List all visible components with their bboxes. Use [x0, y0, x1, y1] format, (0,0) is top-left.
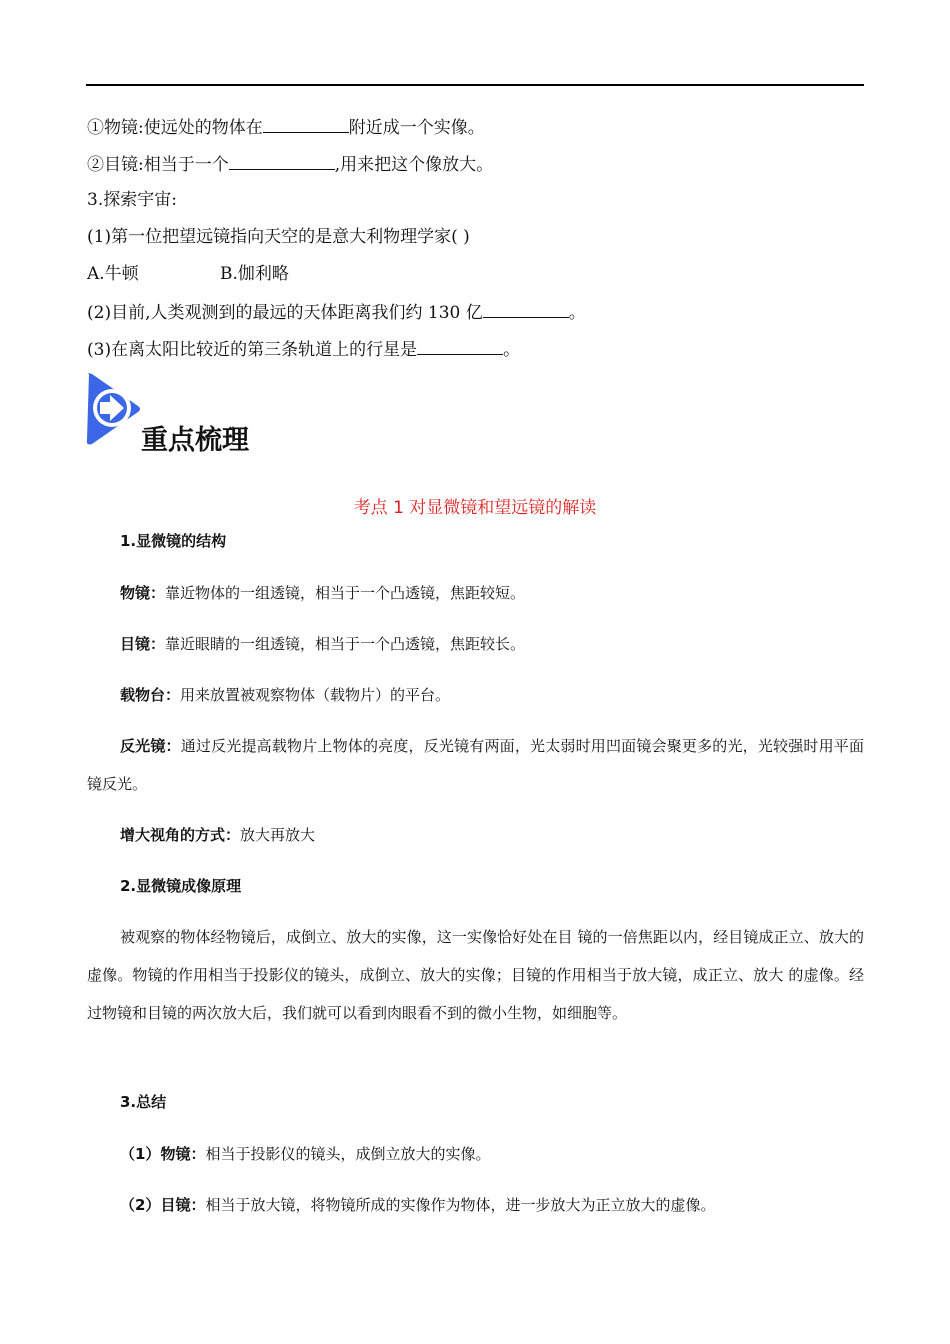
item-eyepiece: [120, 634, 525, 654]
heading-principle: [120, 876, 241, 896]
num: （1）: [120, 1145, 161, 1163]
text: 放大再放大: [240, 826, 316, 844]
text: 3.总结: [120, 1093, 167, 1111]
question-objective: [87, 116, 485, 138]
text: (3)在离太阳比较近的第三条轨道上的行星是: [87, 340, 418, 360]
summary-1: [120, 1144, 490, 1164]
text: 靠近物体的一组透镜，相当于一个凸透镜，焦距较短。: [165, 584, 526, 602]
label: 增大视角的方式：: [120, 826, 241, 844]
item-angle: [120, 825, 315, 845]
item-stage: [120, 685, 450, 705]
blank: [263, 116, 349, 133]
text: ,用来把这个像放大。: [334, 155, 494, 175]
label: 物镜：: [120, 584, 166, 602]
label: 目镜：: [120, 635, 166, 653]
text: 。: [568, 303, 586, 323]
option-a: A.牛顿: [87, 264, 139, 284]
label: 目镜：: [160, 1196, 206, 1214]
num: （2）: [120, 1196, 161, 1214]
text: 靠近眼睛的一组透镜，相当于一个凸透镜，焦距较长。: [165, 635, 526, 653]
question-3-3: [87, 338, 520, 360]
summary-2: [120, 1195, 715, 1215]
text: 1.显微镜的结构: [120, 532, 227, 550]
text: 附近成一个实像。: [348, 118, 485, 138]
text: 相当于放大镜，将物镜所成的实像作为物体，进一步放大为正立放大的虚像。: [205, 1196, 716, 1214]
heading-structure: [120, 531, 226, 551]
arrow-right-circle-icon: [86, 372, 142, 446]
heading-summary: [120, 1092, 166, 1112]
question-3-2: [87, 301, 586, 323]
text: (2)目前,人类观测到的最远的天体距离我们约 130 亿: [87, 303, 483, 323]
header-rule: [86, 84, 864, 86]
blank: [483, 301, 569, 318]
text: 。: [503, 340, 521, 360]
item-mirror: [87, 727, 864, 803]
text: ②目镜:相当于一个: [87, 155, 229, 175]
blank: [229, 153, 335, 170]
item-objective: [120, 583, 525, 603]
text: 2.显微镜成像原理: [120, 877, 242, 895]
question-3-1: (1)第一位把望远镜指向天空的是意大利物理学家( ): [87, 227, 470, 247]
text: 相当于投影仪的镜头，成倒立放大的实像。: [205, 1145, 491, 1163]
question-3-title: 3.探索宇宙:: [87, 190, 177, 210]
principle-paragraph: 被观察的物体经物镜后，成倒立、放大的实像，这一实像恰好处在目 镜的一倍焦距以内，经目镜成正立、放大的虚像。物镜的作用相当于投影仪的镜头，成倒立、放大的实像；目镜的作用相当于放大镜，成正立、放大 的虚像。经过物镜和目镜的两次放大后，我们就可以看到肉眼看不到的微小生物，如细胞等。: [87, 928, 864, 1022]
text: 用来放置被观察物体（载物片）的平台。: [180, 686, 451, 704]
text: ①物镜:使远处的物体在: [87, 118, 263, 138]
section-title: 重点梳理: [141, 425, 249, 456]
option-b: B.伽利略: [220, 264, 289, 284]
question-eyepiece: [87, 153, 493, 175]
topic-title: 考点 1 对显微镜和望远镜的解读: [353, 498, 597, 518]
label: 物镜：: [160, 1145, 206, 1163]
blank: [417, 338, 503, 355]
text: 通过反光提高载物片上物体的亮度，反光镜有两面，光太弱时用凹面镜会聚更多的光，光较强时用平面镜反光。: [87, 737, 864, 793]
label: 载物台：: [120, 686, 181, 704]
label: 反光镜：: [120, 737, 181, 755]
